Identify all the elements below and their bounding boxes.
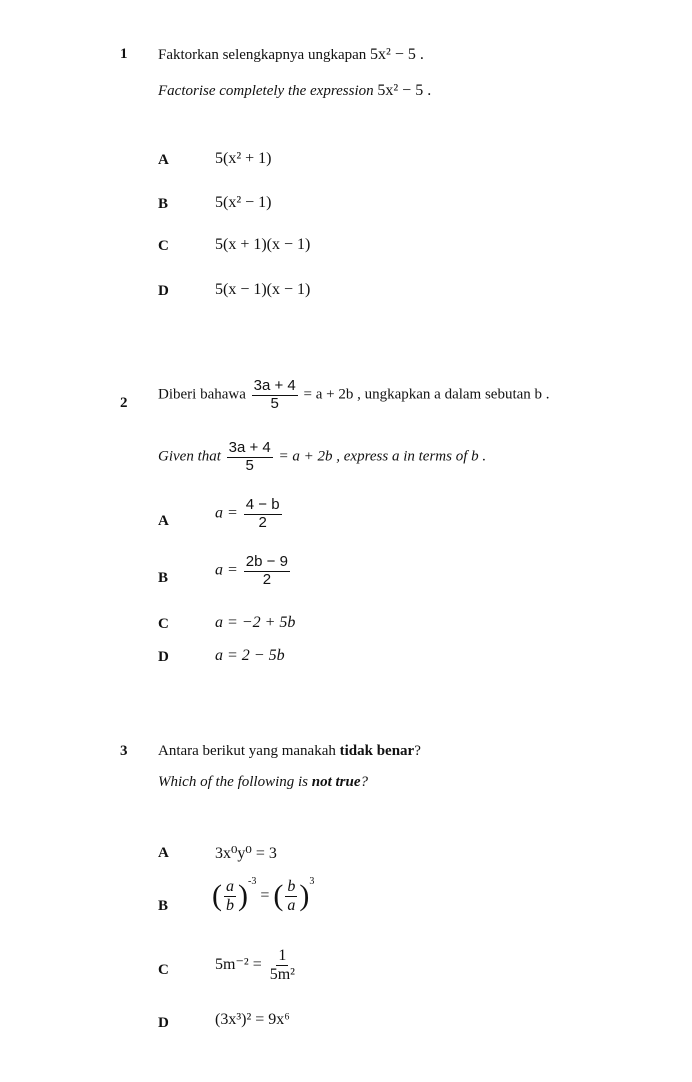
question-1-number: 1 bbox=[120, 46, 128, 62]
q3-option-a-text[interactable]: 3x⁰y⁰ = 3 bbox=[215, 845, 277, 862]
q3-option-b-rhs-exponent: 3 bbox=[309, 875, 315, 887]
q2-option-a-text[interactable] bbox=[215, 497, 284, 531]
question-1-stem-english-text: Factorise completely the expression bbox=[158, 83, 374, 99]
q1-option-c-text[interactable]: 5(x + 1)(x − 1) bbox=[215, 236, 311, 253]
q3-option-c-lhs: 5m⁻² = bbox=[215, 955, 262, 973]
q1-option-b-text[interactable]: 5(x² − 1) bbox=[215, 194, 272, 211]
question-1-stem-malay-text: Faktorkan selengkapnya ungkapan bbox=[158, 47, 367, 63]
q3-option-d-label[interactable]: D bbox=[158, 1015, 169, 1031]
q3-option-b-lhs-close-paren: ) bbox=[238, 879, 248, 913]
question-3-number: 3 bbox=[120, 743, 128, 759]
q3-option-d-text[interactable]: (3x³)² = 9x⁶ bbox=[215, 1011, 290, 1028]
q2-option-c-label[interactable]: C bbox=[158, 616, 169, 632]
q2-option-a-denominator: 2 bbox=[258, 513, 267, 531]
question-2-stem-english-post: = a + 2b , express a in terms of b . bbox=[278, 448, 487, 465]
question-2-fraction-numerator: 3a + 4 bbox=[253, 377, 296, 394]
q2-option-a-fraction bbox=[244, 497, 282, 531]
q3-option-c-label[interactable]: C bbox=[158, 962, 169, 978]
question-2-number: 2 bbox=[120, 395, 128, 411]
q3-option-b-rhs-close-paren: ) bbox=[299, 879, 310, 913]
question-1-stem-english bbox=[158, 82, 431, 100]
q3-option-b-rhs-denominator: a bbox=[287, 896, 296, 914]
q2-option-b-numerator: 2b − 9 bbox=[245, 553, 288, 570]
q1-option-a-label[interactable]: A bbox=[158, 152, 169, 168]
q2-option-d-label[interactable]: D bbox=[158, 649, 169, 665]
question-1-expression: 5x² − 5 . bbox=[370, 46, 424, 63]
q1-option-b-label[interactable]: B bbox=[158, 196, 169, 212]
q3-option-b-equals: = bbox=[260, 886, 270, 904]
question-2-stem-english bbox=[158, 440, 486, 474]
question-2-stem-malay-post: = a + 2b , ungkapkan a dalam sebutan b . bbox=[303, 386, 550, 403]
q3-option-b-lhs-fraction bbox=[224, 878, 236, 914]
q3-option-c-fraction bbox=[268, 947, 297, 983]
question-3-stem-malay-post: ? bbox=[414, 743, 421, 759]
q3-option-b-text[interactable] bbox=[212, 875, 315, 914]
q3-option-b-lhs-denominator: b bbox=[226, 896, 234, 914]
q1-option-a-text[interactable]: 5(x² + 1) bbox=[215, 150, 272, 167]
q1-option-d-label[interactable]: D bbox=[158, 283, 169, 299]
q2-option-b-lhs: a = bbox=[215, 561, 238, 579]
question-1-expression-en: 5x² − 5 . bbox=[377, 82, 432, 99]
question-2-stem-malay bbox=[158, 378, 550, 412]
q3-option-c-numerator: 1 bbox=[278, 947, 287, 964]
q3-option-b-lhs-open-paren: ( bbox=[212, 879, 222, 913]
q2-option-b-text[interactable] bbox=[215, 554, 292, 588]
q2-option-a-label[interactable]: A bbox=[158, 513, 169, 529]
q3-option-b-label[interactable]: B bbox=[158, 898, 169, 914]
question-3-stem-english-pre: Which of the following is bbox=[158, 774, 308, 790]
q3-option-b-lhs-numerator: a bbox=[226, 878, 234, 895]
question-3-stem-english-post: ? bbox=[360, 774, 369, 790]
q2-option-b-denominator: 2 bbox=[262, 570, 272, 588]
question-2-stem-english-pre: Given that bbox=[158, 448, 221, 465]
q3-option-c-denominator: 5m² bbox=[269, 965, 295, 983]
q3-option-a-label[interactable]: A bbox=[158, 845, 169, 861]
q3-option-b-lhs-exponent: -3 bbox=[248, 875, 257, 887]
question-2-fraction-en-numerator: 3a + 4 bbox=[228, 439, 271, 456]
question-2-stem-malay-pre: Diberi bahawa bbox=[158, 386, 246, 403]
q2-option-b-fraction bbox=[244, 554, 290, 588]
q1-option-c-label[interactable]: C bbox=[158, 238, 169, 254]
q2-option-a-lhs: a = bbox=[215, 504, 238, 522]
q2-option-a-numerator: 4 − b bbox=[245, 496, 280, 513]
question-3-stem-malay-bold: tidak benar bbox=[339, 743, 415, 759]
question-2-fraction-en-denominator: 5 bbox=[245, 456, 254, 474]
q2-option-b-label[interactable]: B bbox=[158, 570, 169, 586]
question-3-stem-malay-pre: Antara berikut yang manakah bbox=[158, 743, 336, 759]
q3-option-c-text[interactable] bbox=[215, 947, 299, 983]
q1-option-d-text[interactable]: 5(x − 1)(x − 1) bbox=[215, 281, 311, 298]
q3-option-b-rhs-fraction bbox=[285, 878, 297, 914]
question-3-stem-english-bold: not true bbox=[311, 774, 361, 790]
question-2-fraction-denominator: 5 bbox=[270, 394, 279, 412]
question-1-stem-malay bbox=[158, 46, 424, 64]
question-2-fraction bbox=[252, 378, 298, 412]
q2-option-d-text[interactable]: a = 2 − 5b bbox=[215, 647, 285, 664]
q3-option-b-rhs-numerator: b bbox=[287, 878, 296, 895]
question-3-stem-english bbox=[158, 774, 368, 791]
question-3-stem-malay bbox=[158, 743, 421, 760]
question-2-fraction-en bbox=[227, 440, 273, 474]
q2-option-c-text[interactable]: a = −2 + 5b bbox=[215, 614, 296, 631]
q3-option-b-rhs-open-paren: ( bbox=[273, 879, 284, 913]
